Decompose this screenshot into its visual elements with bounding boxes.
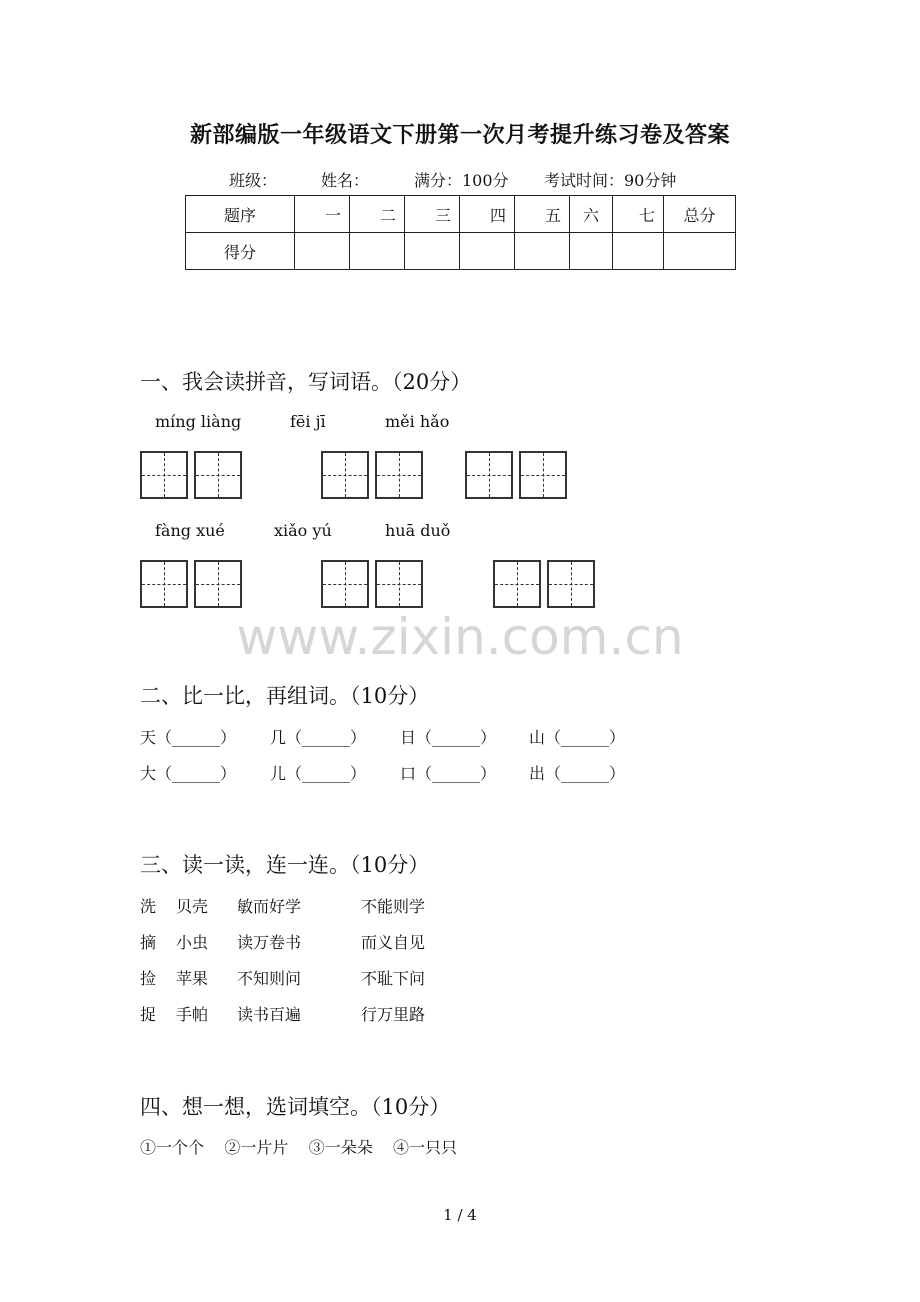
idiom-match-item[interactable]: 而义自见 <box>361 933 426 952</box>
section-2-title: 二、比一比，再组词。（10分） <box>140 684 430 708</box>
object-item[interactable]: 贝壳 <box>176 897 209 916</box>
object-item[interactable]: 小虫 <box>176 933 209 952</box>
section-3-title: 三、读一读，连一连。（10分） <box>140 853 430 877</box>
word-fill-item[interactable]: 日（______） <box>400 728 497 747</box>
writing-grid-box[interactable] <box>321 451 369 499</box>
word-fill-item[interactable]: 儿（______） <box>270 764 367 783</box>
score-header-cell: 总分 <box>664 196 736 233</box>
name-label: 姓名： <box>321 171 370 190</box>
pinyin-prompt: huā duǒ <box>385 521 451 540</box>
word-fill-item[interactable]: 出（______） <box>529 764 626 783</box>
word-options: ①一个个 ②一片片 ③一朵朵 ④一只只 <box>140 1138 458 1157</box>
object-item[interactable]: 手帕 <box>176 1005 209 1024</box>
pinyin-prompt: míng liàng <box>155 412 242 431</box>
pinyin-prompt: měi hǎo <box>385 412 450 431</box>
idiom-item[interactable]: 不知则问 <box>237 969 302 988</box>
idiom-match-item[interactable]: 行万里路 <box>361 1005 426 1024</box>
score-table-header-row <box>186 196 736 233</box>
writing-grid-box[interactable] <box>375 560 423 608</box>
object-item[interactable]: 苹果 <box>176 969 209 988</box>
score-header-cell: 二 <box>350 196 405 233</box>
writing-grid-box[interactable] <box>321 560 369 608</box>
writing-grid-box[interactable] <box>547 560 595 608</box>
score-row-label: 得分 <box>186 233 295 270</box>
score-header-cell: 三 <box>405 196 460 233</box>
score-input-cell[interactable] <box>613 233 664 270</box>
score-header-cell: 五 <box>515 196 570 233</box>
pinyin-prompt: fàng xué <box>155 521 225 540</box>
word-fill-item[interactable]: 山（______） <box>529 728 626 747</box>
score-header-cell: 七 <box>613 196 664 233</box>
writing-grid-box[interactable] <box>465 451 513 499</box>
writing-grid-box[interactable] <box>519 451 567 499</box>
score-header-cell: 四 <box>460 196 515 233</box>
score-input-cell[interactable] <box>405 233 460 270</box>
section-4-title: 四、想一想，选词填空。（10分） <box>140 1095 451 1119</box>
verb-item[interactable]: 洗 <box>140 897 157 916</box>
word-fill-item[interactable]: 几（______） <box>270 728 367 747</box>
idiom-match-item[interactable]: 不能则学 <box>361 897 426 916</box>
pinyin-prompt: xiǎo yú <box>274 521 332 540</box>
pinyin-prompt: fēi jī <box>290 412 326 431</box>
idiom-item[interactable]: 读书百遍 <box>237 1005 302 1024</box>
total-score-label: 满分：100分 <box>414 171 509 190</box>
score-table-value-row <box>186 233 736 270</box>
score-input-cell[interactable] <box>295 233 350 270</box>
watermark: www.zixin.com.cn <box>236 608 684 666</box>
writing-grid-group <box>493 560 597 610</box>
idiom-item[interactable]: 敏而好学 <box>237 897 302 916</box>
writing-grid-box[interactable] <box>140 451 188 499</box>
score-header-cell: 六 <box>570 196 613 233</box>
verb-item[interactable]: 捉 <box>140 1005 157 1024</box>
word-fill-item[interactable]: 天（______） <box>140 728 237 747</box>
word-fill-item[interactable]: 大（______） <box>140 764 237 783</box>
verb-item[interactable]: 摘 <box>140 933 157 952</box>
writing-grid-box[interactable] <box>493 560 541 608</box>
section-1-title: 一、我会读拼音，写词语。（20分） <box>140 370 472 394</box>
score-input-cell[interactable] <box>460 233 515 270</box>
class-label: 班级： <box>229 171 278 190</box>
score-input-cell[interactable] <box>515 233 570 270</box>
score-header-cell: 题序 <box>186 196 295 233</box>
score-input-cell[interactable] <box>570 233 613 270</box>
exam-time-label: 考试时间：90分钟 <box>544 171 677 190</box>
writing-grid-group <box>465 451 569 501</box>
writing-grid-box[interactable] <box>375 451 423 499</box>
writing-grid-group <box>321 451 425 501</box>
writing-grid-box[interactable] <box>194 451 242 499</box>
writing-grid-group <box>140 451 244 501</box>
writing-grid-group <box>321 560 425 610</box>
writing-grid-box[interactable] <box>140 560 188 608</box>
writing-grid-box[interactable] <box>194 560 242 608</box>
score-input-cell[interactable] <box>350 233 405 270</box>
page-title: 新部编版一年级语文下册第一次月考提升练习卷及答案 <box>189 122 730 148</box>
score-header-cell: 一 <box>295 196 350 233</box>
score-input-cell[interactable] <box>664 233 736 270</box>
writing-grid-group <box>140 560 244 610</box>
idiom-match-item[interactable]: 不耻下问 <box>361 969 426 988</box>
score-table <box>185 195 736 270</box>
page-number: 1 / 4 <box>443 1206 477 1224</box>
word-fill-item[interactable]: 口（______） <box>400 764 497 783</box>
verb-item[interactable]: 捡 <box>140 969 157 988</box>
idiom-item[interactable]: 读万卷书 <box>237 933 302 952</box>
